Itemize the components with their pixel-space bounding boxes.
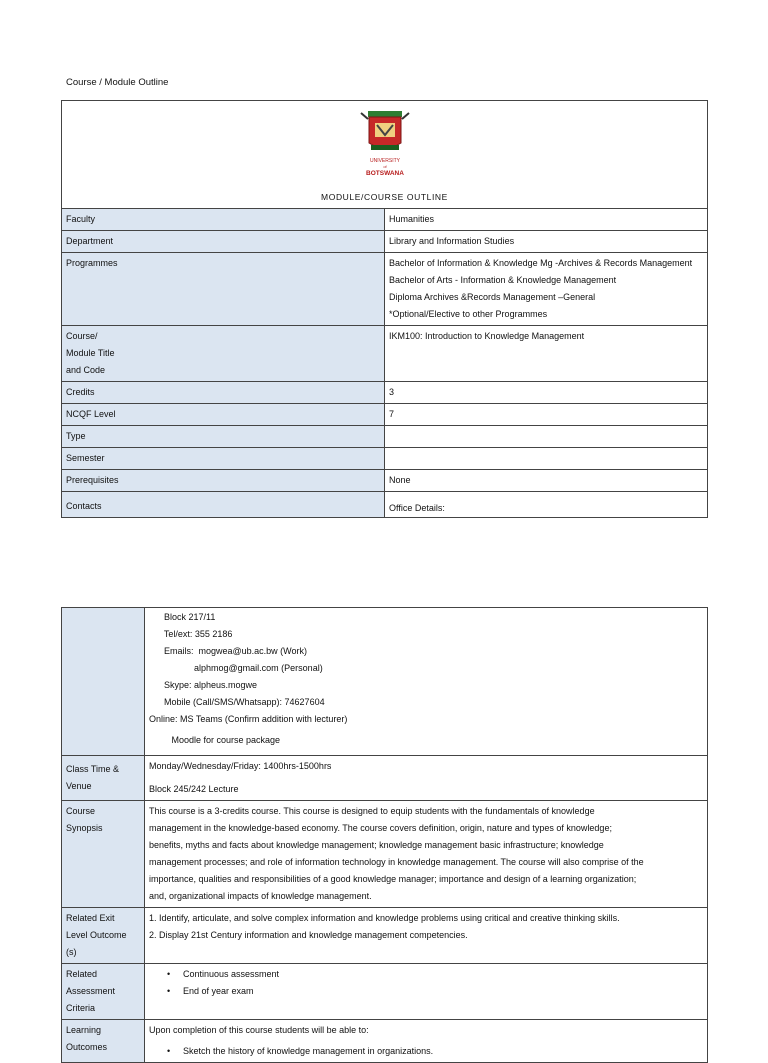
- outline-title: MODULE/COURSE OUTLINE: [321, 192, 448, 202]
- exit-outcome-line: 2. Display 21st Century information and knowledge management competencies.: [149, 930, 468, 940]
- synopsis-line: This course is a 3-credits course. This course is designed to equip students with the fundamentals of knowledge: [149, 806, 595, 816]
- course-label-line: Course/: [66, 331, 98, 341]
- type-value: [385, 426, 708, 448]
- contact-line: Mobile (Call/SMS/Whatsapp): 74627604: [149, 697, 325, 707]
- synopsis-text: [145, 801, 708, 908]
- assessment-label-line: Criteria: [66, 1003, 96, 1013]
- semester-label: Semester: [62, 448, 385, 470]
- synopsis-line: management processes; and role of information technology in knowledge management. The course will also comprise of the: [149, 857, 644, 867]
- contact-line: Tel/ext: 355 2186: [149, 629, 233, 639]
- learning-label-line: Learning: [66, 1025, 102, 1035]
- course-label-line: Module Title: [66, 348, 115, 358]
- ncqf-value: 7: [385, 404, 708, 426]
- exit-outcome-line: 1. Identify, articulate, and solve complex information and knowledge problems using critical and creative thinking skills.: [149, 913, 620, 923]
- class-time-line: Monday/Wednesday/Friday: 1400hrs-1500hrs: [149, 761, 332, 771]
- credits-value: 3: [385, 382, 708, 404]
- credits-label: Credits: [62, 382, 385, 404]
- logo-line1: UNIVERSITY: [369, 158, 400, 164]
- synopsis-line: benefits, myths and facts about knowledge management; knowledge management basic infrastructure; knowledge: [149, 840, 604, 850]
- contacts-value: Office Details:: [385, 492, 708, 518]
- prerequisites-label: Prerequisites: [62, 470, 385, 492]
- learning-label-line: Outcomes: [66, 1042, 108, 1052]
- semester-value: [385, 448, 708, 470]
- exit-outcome-text: [145, 908, 708, 964]
- contacts-details: [145, 608, 708, 756]
- course-label-line: and Code: [66, 365, 106, 375]
- class-venue-line: Block 245/242 Lecture: [149, 784, 239, 794]
- programme-item: Diploma Archives &Records Management –General: [389, 292, 596, 302]
- university-crest-logo: [355, 109, 415, 179]
- learning-outcomes-label: [62, 1020, 145, 1063]
- faculty-value: Humanities: [385, 209, 708, 231]
- programmes-list: [385, 253, 708, 326]
- contacts-continued-label: [62, 608, 145, 756]
- synopsis-label-line: Course: [66, 806, 96, 816]
- contact-line: Emails: mogwea@ub.ac.bw (Work): [149, 646, 308, 656]
- module-outline-table-continued: [61, 607, 708, 1063]
- learning-outcome-item: • Sketch the history of knowledge management in organizations.: [149, 1043, 703, 1060]
- learning-outcomes: [145, 1020, 708, 1063]
- contacts-label: Contacts: [62, 492, 385, 518]
- assessment-item: • End of year exam: [149, 983, 703, 1000]
- synopsis-label-line: Synopsis: [66, 823, 103, 833]
- assessment-item: • Continuous assessment: [149, 966, 703, 983]
- exit-outcome-label-line: Related Exit: [66, 913, 115, 923]
- learning-intro: Upon completion of this course students will be able to:: [149, 1025, 369, 1035]
- programme-item: Bachelor of Information & Knowledge Mg -Archives & Records Management: [389, 258, 693, 268]
- assessment-label-line: Related: [66, 969, 98, 979]
- contact-line: Moodle for course package: [149, 735, 281, 745]
- contact-line: Block 217/11: [149, 612, 216, 622]
- ncqf-label: NCQF Level: [62, 404, 385, 426]
- programmes-label: Programmes: [62, 253, 385, 326]
- type-label: Type: [62, 426, 385, 448]
- contact-line: alphmog@gmail.com (Personal): [149, 663, 323, 673]
- assessment-list: [145, 964, 708, 1020]
- prerequisites-value: None: [385, 470, 708, 492]
- programme-item: *Optional/Elective to other Programmes: [389, 309, 548, 319]
- exit-outcome-label-line: Level Outcome: [66, 930, 127, 940]
- module-outline-table: [61, 100, 708, 518]
- synopsis-line: management in the knowledge-based economy. The course covers definition, origin, nature and types of knowledge;: [149, 823, 612, 833]
- page-header: Course / Module Outline: [66, 77, 169, 88]
- class-time-label-line: Venue: [66, 781, 92, 791]
- assessment-label-line: Assessment: [66, 986, 116, 996]
- synopsis-line: importance, qualities and responsibilities of a good knowledge manager; importance and design of a learning organization;: [149, 874, 637, 884]
- class-time-label: [62, 756, 145, 801]
- class-time-value: [145, 756, 708, 801]
- logo-cell: [62, 101, 708, 209]
- class-time-label-line: Class Time &: [66, 764, 120, 774]
- contact-line: Online: MS Teams (Confirm addition with lecturer): [149, 714, 348, 724]
- department-value: Library and Information Studies: [385, 231, 708, 253]
- assessment-label: [62, 964, 145, 1020]
- course-label: [62, 326, 385, 382]
- exit-outcome-label-line: (s): [66, 947, 77, 957]
- logo-line3: BOTSWANA: [365, 170, 404, 177]
- department-label: Department: [62, 231, 385, 253]
- programme-item: Bachelor of Arts - Information & Knowledge Management: [389, 275, 617, 285]
- contact-line: Skype: alpheus.mogwe: [149, 680, 258, 690]
- faculty-label: Faculty: [62, 209, 385, 231]
- course-value: IKM100: Introduction to Knowledge Management: [385, 326, 708, 382]
- synopsis-label: [62, 801, 145, 908]
- exit-outcome-label: [62, 908, 145, 964]
- logo-line2: of: [382, 164, 387, 169]
- synopsis-line: and, organizational impacts of knowledge management.: [149, 891, 372, 901]
